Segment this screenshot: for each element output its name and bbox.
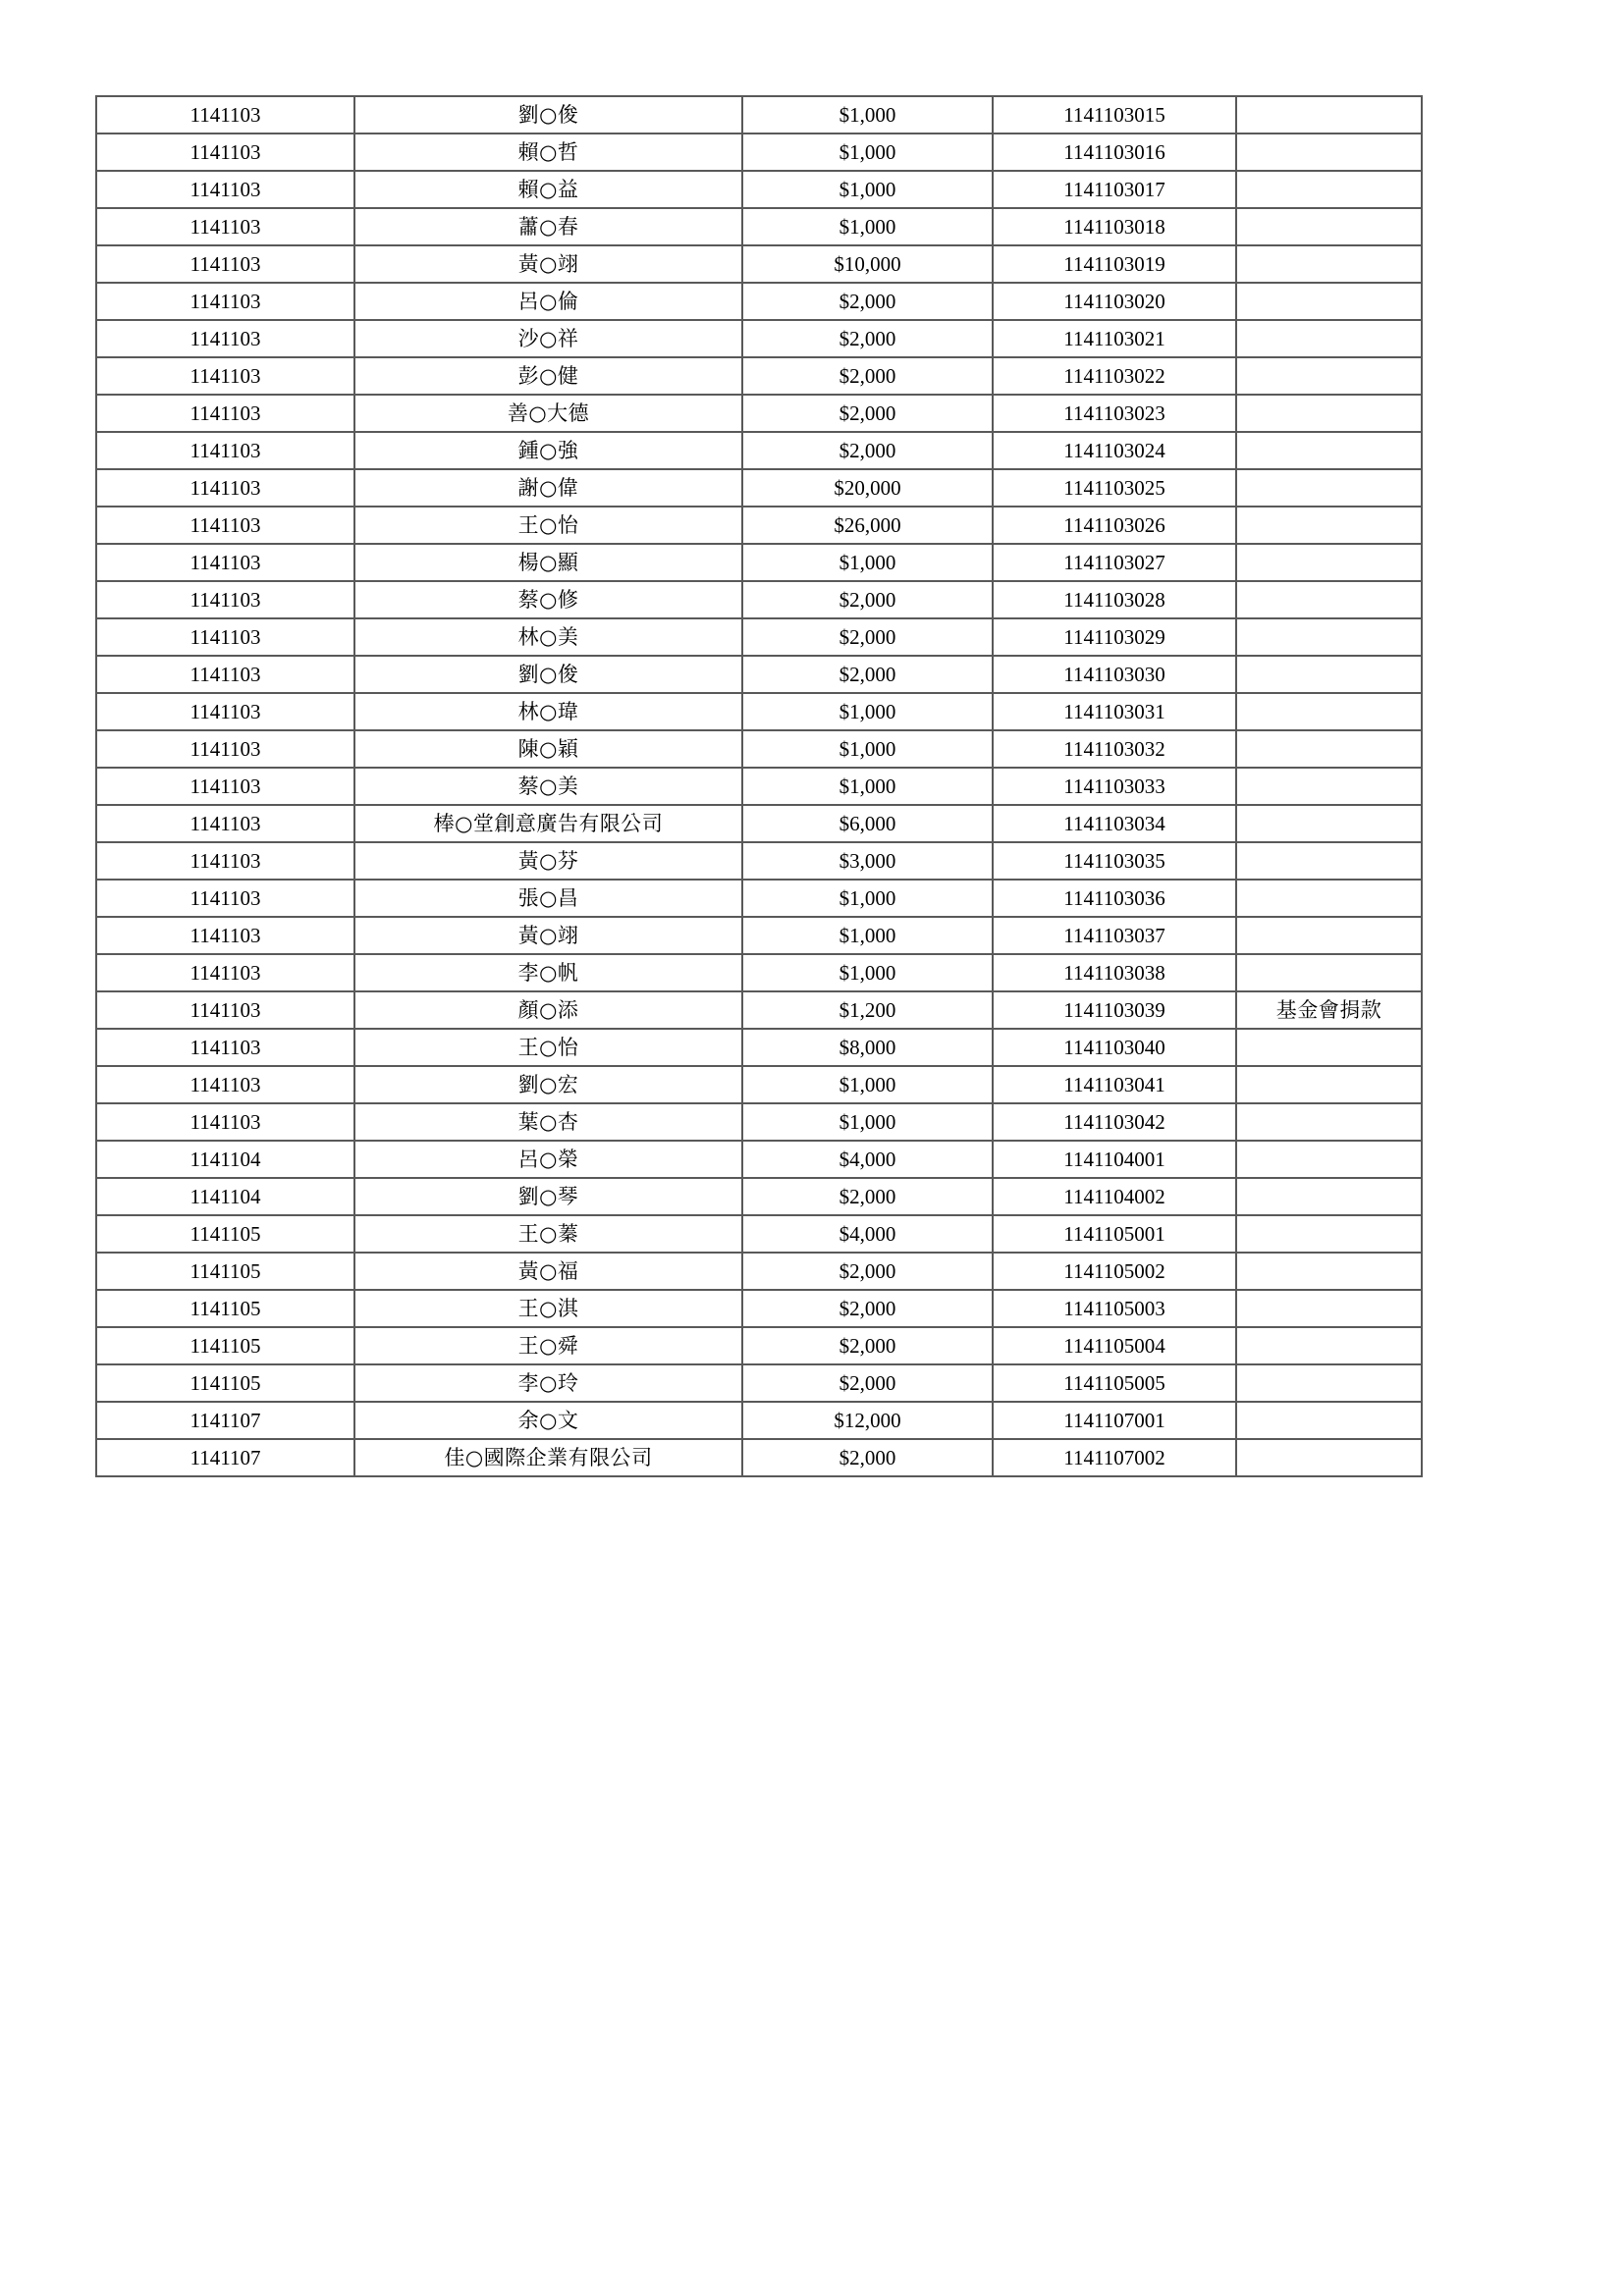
remark-cell	[1236, 432, 1422, 469]
donor-name-cell: 黃○翊	[354, 245, 742, 283]
donation-date-cell: 1141103	[96, 544, 354, 581]
table-row	[96, 618, 1422, 656]
table-row	[96, 1141, 1422, 1178]
donation-date-cell: 1141103	[96, 432, 354, 469]
donation-date-cell: 1141107	[96, 1439, 354, 1476]
remark-cell	[1236, 544, 1422, 581]
donation-date-cell: 1141103	[96, 245, 354, 283]
remark-cell	[1236, 618, 1422, 656]
receipt-number-cell: 1141103018	[993, 208, 1236, 245]
remark-cell	[1236, 842, 1422, 880]
donation-date-cell: 1141103	[96, 693, 354, 730]
donation-date-cell: 1141105	[96, 1364, 354, 1402]
remark-cell	[1236, 656, 1422, 693]
remark-cell	[1236, 954, 1422, 991]
remark-cell	[1236, 1253, 1422, 1290]
donation-amount-cell: $2,000	[742, 581, 993, 618]
donor-name-cell: 黃○福	[354, 1253, 742, 1290]
remark-cell: 基金會捐款	[1236, 991, 1422, 1029]
donor-name-cell: 彭○健	[354, 357, 742, 395]
donation-amount-cell: $2,000	[742, 1290, 993, 1327]
donation-amount-cell: $2,000	[742, 357, 993, 395]
receipt-number-cell: 1141103039	[993, 991, 1236, 1029]
donor-name-cell: 蔡○美	[354, 768, 742, 805]
donation-date-cell: 1141103	[96, 991, 354, 1029]
receipt-number-cell: 1141103030	[993, 656, 1236, 693]
donor-name-cell: 棒○堂創意廣告有限公司	[354, 805, 742, 842]
donation-date-cell: 1141103	[96, 656, 354, 693]
table-row	[96, 1029, 1422, 1066]
table-row	[96, 768, 1422, 805]
table-row	[96, 1253, 1422, 1290]
donor-name-cell: 王○蓁	[354, 1215, 742, 1253]
receipt-number-cell: 1141103021	[993, 320, 1236, 357]
receipt-number-cell: 1141104001	[993, 1141, 1236, 1178]
donation-date-cell: 1141103	[96, 208, 354, 245]
donation-date-cell: 1141107	[96, 1402, 354, 1439]
table-row	[96, 432, 1422, 469]
remark-cell	[1236, 245, 1422, 283]
donor-name-cell: 呂○榮	[354, 1141, 742, 1178]
donation-date-cell: 1141104	[96, 1141, 354, 1178]
remark-cell	[1236, 469, 1422, 507]
donor-name-cell: 顏○添	[354, 991, 742, 1029]
table-row	[96, 991, 1422, 1029]
receipt-number-cell: 1141103040	[993, 1029, 1236, 1066]
receipt-number-cell: 1141105001	[993, 1215, 1236, 1253]
donor-name-cell: 呂○倫	[354, 283, 742, 320]
receipt-number-cell: 1141103032	[993, 730, 1236, 768]
donor-name-cell: 李○帆	[354, 954, 742, 991]
table-row	[96, 1364, 1422, 1402]
donation-date-cell: 1141103	[96, 283, 354, 320]
remark-cell	[1236, 1066, 1422, 1103]
receipt-number-cell: 1141103034	[993, 805, 1236, 842]
donation-table	[95, 95, 1423, 1477]
donation-amount-cell: $1,000	[742, 693, 993, 730]
donation-amount-cell: $1,000	[742, 954, 993, 991]
donation-date-cell: 1141103	[96, 917, 354, 954]
donation-amount-cell: $1,000	[742, 133, 993, 171]
remark-cell	[1236, 1327, 1422, 1364]
donation-amount-cell: $1,000	[742, 1103, 993, 1141]
donor-name-cell: 葉○杏	[354, 1103, 742, 1141]
donation-amount-cell: $1,000	[742, 1066, 993, 1103]
receipt-number-cell: 1141103031	[993, 693, 1236, 730]
donation-date-cell: 1141105	[96, 1327, 354, 1364]
table-row	[96, 357, 1422, 395]
receipt-number-cell: 1141105003	[993, 1290, 1236, 1327]
donation-amount-cell: $2,000	[742, 1439, 993, 1476]
donation-amount-cell: $1,200	[742, 991, 993, 1029]
donation-date-cell: 1141103	[96, 96, 354, 133]
donor-name-cell: 林○瑋	[354, 693, 742, 730]
donation-date-cell: 1141103	[96, 618, 354, 656]
receipt-number-cell: 1141107001	[993, 1402, 1236, 1439]
donation-date-cell: 1141103	[96, 768, 354, 805]
remark-cell	[1236, 730, 1422, 768]
donation-date-cell: 1141103	[96, 395, 354, 432]
remark-cell	[1236, 768, 1422, 805]
donation-amount-cell: $2,000	[742, 283, 993, 320]
donor-name-cell: 楊○顯	[354, 544, 742, 581]
table-row	[96, 171, 1422, 208]
donation-amount-cell: $1,000	[742, 730, 993, 768]
donor-name-cell: 陳○穎	[354, 730, 742, 768]
donation-date-cell: 1141103	[96, 805, 354, 842]
table-row	[96, 283, 1422, 320]
donation-date-cell: 1141105	[96, 1215, 354, 1253]
donor-name-cell: 李○玲	[354, 1364, 742, 1402]
receipt-number-cell: 1141103022	[993, 357, 1236, 395]
donation-amount-cell: $2,000	[742, 656, 993, 693]
remark-cell	[1236, 1290, 1422, 1327]
donation-amount-cell: $1,000	[742, 208, 993, 245]
donation-amount-cell: $2,000	[742, 1364, 993, 1402]
receipt-number-cell: 1141103015	[993, 96, 1236, 133]
receipt-number-cell: 1141103037	[993, 917, 1236, 954]
remark-cell	[1236, 208, 1422, 245]
table-row	[96, 805, 1422, 842]
table-row	[96, 730, 1422, 768]
receipt-number-cell: 1141105005	[993, 1364, 1236, 1402]
remark-cell	[1236, 357, 1422, 395]
receipt-number-cell: 1141103025	[993, 469, 1236, 507]
receipt-number-cell: 1141103042	[993, 1103, 1236, 1141]
donation-date-cell: 1141105	[96, 1290, 354, 1327]
receipt-number-cell: 1141104002	[993, 1178, 1236, 1215]
remark-cell	[1236, 581, 1422, 618]
donor-name-cell: 佳○國際企業有限公司	[354, 1439, 742, 1476]
receipt-number-cell: 1141103029	[993, 618, 1236, 656]
donation-amount-cell: $1,000	[742, 917, 993, 954]
donor-name-cell: 黃○翊	[354, 917, 742, 954]
receipt-number-cell: 1141103020	[993, 283, 1236, 320]
remark-cell	[1236, 96, 1422, 133]
table-row	[96, 1290, 1422, 1327]
donation-date-cell: 1141105	[96, 1253, 354, 1290]
table-row	[96, 96, 1422, 133]
donor-name-cell: 賴○益	[354, 171, 742, 208]
donor-name-cell: 王○淇	[354, 1290, 742, 1327]
donation-date-cell: 1141103	[96, 880, 354, 917]
receipt-number-cell: 1141103026	[993, 507, 1236, 544]
table-row	[96, 1103, 1422, 1141]
donor-name-cell: 沙○祥	[354, 320, 742, 357]
donor-name-cell: 劉○宏	[354, 1066, 742, 1103]
receipt-number-cell: 1141105004	[993, 1327, 1236, 1364]
remark-cell	[1236, 395, 1422, 432]
donation-amount-cell: $2,000	[742, 1253, 993, 1290]
donor-name-cell: 余○文	[354, 1402, 742, 1439]
donor-name-cell: 林○美	[354, 618, 742, 656]
donation-amount-cell: $12,000	[742, 1402, 993, 1439]
receipt-number-cell: 1141103027	[993, 544, 1236, 581]
table-row	[96, 1402, 1422, 1439]
donor-name-cell: 劉○琴	[354, 1178, 742, 1215]
donation-date-cell: 1141103	[96, 581, 354, 618]
remark-cell	[1236, 1178, 1422, 1215]
table-row	[96, 656, 1422, 693]
remark-cell	[1236, 1103, 1422, 1141]
table-row	[96, 1178, 1422, 1215]
donation-date-cell: 1141103	[96, 1029, 354, 1066]
table-row	[96, 507, 1422, 544]
donation-amount-cell: $2,000	[742, 320, 993, 357]
remark-cell	[1236, 917, 1422, 954]
table-row	[96, 245, 1422, 283]
donation-amount-cell: $8,000	[742, 1029, 993, 1066]
table-row	[96, 917, 1422, 954]
table-row	[96, 395, 1422, 432]
table-row	[96, 469, 1422, 507]
donation-date-cell: 1141103	[96, 1066, 354, 1103]
table-row	[96, 320, 1422, 357]
remark-cell	[1236, 1439, 1422, 1476]
table-row	[96, 208, 1422, 245]
remark-cell	[1236, 283, 1422, 320]
donation-date-cell: 1141103	[96, 357, 354, 395]
receipt-number-cell: 1141105002	[993, 1253, 1236, 1290]
receipt-number-cell: 1141103028	[993, 581, 1236, 618]
donation-date-cell: 1141103	[96, 1103, 354, 1141]
donor-name-cell: 黃○芬	[354, 842, 742, 880]
donation-amount-cell: $20,000	[742, 469, 993, 507]
table-row	[96, 880, 1422, 917]
donor-name-cell: 張○昌	[354, 880, 742, 917]
receipt-number-cell: 1141103019	[993, 245, 1236, 283]
table-row	[96, 133, 1422, 171]
donation-amount-cell: $26,000	[742, 507, 993, 544]
donation-date-cell: 1141104	[96, 1178, 354, 1215]
donor-name-cell: 蕭○春	[354, 208, 742, 245]
donation-table-body	[96, 96, 1422, 1476]
donor-name-cell: 善○大德	[354, 395, 742, 432]
donor-name-cell: 劉○俊	[354, 96, 742, 133]
receipt-number-cell: 1141103017	[993, 171, 1236, 208]
donation-amount-cell: $1,000	[742, 544, 993, 581]
donor-name-cell: 劉○俊	[354, 656, 742, 693]
remark-cell	[1236, 880, 1422, 917]
table-row	[96, 842, 1422, 880]
remark-cell	[1236, 805, 1422, 842]
receipt-number-cell: 1141107002	[993, 1439, 1236, 1476]
donor-name-cell: 王○怡	[354, 507, 742, 544]
donation-date-cell: 1141103	[96, 730, 354, 768]
donor-name-cell: 賴○哲	[354, 133, 742, 171]
donor-name-cell: 王○舜	[354, 1327, 742, 1364]
donation-amount-cell: $2,000	[742, 1327, 993, 1364]
donation-amount-cell: $2,000	[742, 1178, 993, 1215]
donation-date-cell: 1141103	[96, 320, 354, 357]
table-row	[96, 954, 1422, 991]
remark-cell	[1236, 1402, 1422, 1439]
donation-amount-cell: $2,000	[742, 395, 993, 432]
table-row	[96, 1215, 1422, 1253]
receipt-number-cell: 1141103024	[993, 432, 1236, 469]
donation-amount-cell: $1,000	[742, 768, 993, 805]
donor-name-cell: 蔡○修	[354, 581, 742, 618]
receipt-number-cell: 1141103033	[993, 768, 1236, 805]
remark-cell	[1236, 1141, 1422, 1178]
table-row	[96, 1439, 1422, 1476]
table-row	[96, 544, 1422, 581]
donation-date-cell: 1141103	[96, 133, 354, 171]
donation-amount-cell: $1,000	[742, 96, 993, 133]
remark-cell	[1236, 507, 1422, 544]
donation-amount-cell: $4,000	[742, 1141, 993, 1178]
donation-amount-cell: $4,000	[742, 1215, 993, 1253]
table-row	[96, 1327, 1422, 1364]
remark-cell	[1236, 693, 1422, 730]
donation-amount-cell: $2,000	[742, 618, 993, 656]
donation-amount-cell: $6,000	[742, 805, 993, 842]
receipt-number-cell: 1141103041	[993, 1066, 1236, 1103]
table-row	[96, 1066, 1422, 1103]
donation-amount-cell: $3,000	[742, 842, 993, 880]
donation-amount-cell: $10,000	[742, 245, 993, 283]
remark-cell	[1236, 1364, 1422, 1402]
donation-date-cell: 1141103	[96, 842, 354, 880]
donation-date-cell: 1141103	[96, 469, 354, 507]
receipt-number-cell: 1141103035	[993, 842, 1236, 880]
donor-name-cell: 王○怡	[354, 1029, 742, 1066]
remark-cell	[1236, 320, 1422, 357]
remark-cell	[1236, 1215, 1422, 1253]
table-row	[96, 581, 1422, 618]
donation-date-cell: 1141103	[96, 171, 354, 208]
remark-cell	[1236, 133, 1422, 171]
remark-cell	[1236, 1029, 1422, 1066]
receipt-number-cell: 1141103023	[993, 395, 1236, 432]
donor-name-cell: 鍾○強	[354, 432, 742, 469]
table-row	[96, 693, 1422, 730]
donation-amount-cell: $2,000	[742, 432, 993, 469]
donation-date-cell: 1141103	[96, 507, 354, 544]
remark-cell	[1236, 171, 1422, 208]
donation-table-container	[95, 95, 1421, 1477]
donation-date-cell: 1141103	[96, 954, 354, 991]
donor-name-cell: 謝○偉	[354, 469, 742, 507]
donation-amount-cell: $1,000	[742, 880, 993, 917]
receipt-number-cell: 1141103036	[993, 880, 1236, 917]
receipt-number-cell: 1141103016	[993, 133, 1236, 171]
receipt-number-cell: 1141103038	[993, 954, 1236, 991]
donation-amount-cell: $1,000	[742, 171, 993, 208]
